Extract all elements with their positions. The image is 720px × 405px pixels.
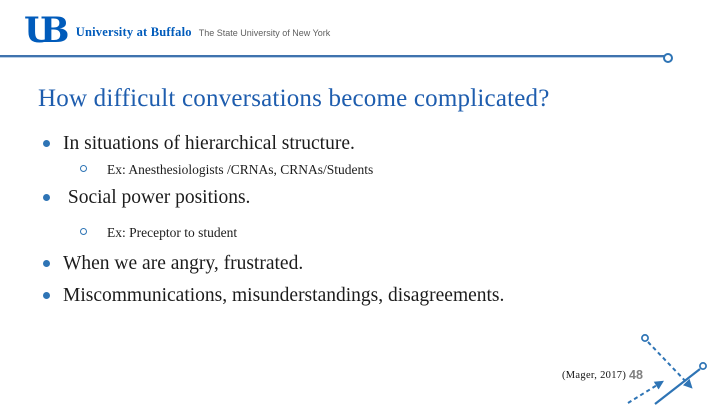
- ub-logo-icon: UB: [24, 10, 55, 51]
- bullet-item: [38, 252, 678, 276]
- sub-bullet-item: [80, 224, 678, 241]
- slide-header: [24, 12, 330, 50]
- bullet-dot-icon: [43, 292, 50, 299]
- bullet-list: [38, 132, 678, 308]
- page-number: 48: [629, 368, 643, 382]
- university-tagline: The State University of New York: [198, 27, 331, 38]
- slide-title: How difficult conversations become complicated?: [38, 85, 550, 112]
- crossed-arrows-decoration-icon: [615, 325, 720, 405]
- line-end-circle-icon: [663, 53, 673, 63]
- bullet-item: [38, 284, 678, 308]
- bullet-dot-icon: [43, 260, 50, 267]
- sub-bullet-item: [80, 161, 678, 178]
- sub-bullet-text: Ex: Anesthesiologists /CRNAs, CRNAs/Students: [107, 162, 374, 177]
- bullet-item: [38, 186, 678, 210]
- sub-bullet-text: Ex: Preceptor to student: [107, 225, 238, 240]
- bullet-circle-icon: [80, 165, 87, 172]
- bullet-dot-icon: [43, 140, 50, 147]
- university-name: University at Buffalo: [75, 24, 192, 39]
- header-divider-line: [0, 55, 664, 58]
- citation-text: (Mager, 2017): [562, 370, 627, 381]
- bullet-text: Miscommunications, misunderstandings, disagreements.: [63, 285, 505, 306]
- bullet-item: [38, 132, 678, 156]
- bullet-dot-icon: [43, 194, 50, 201]
- bullet-text: In situations of hierarchical structure.: [63, 133, 355, 154]
- bullet-text: Social power positions.: [63, 187, 251, 208]
- bullet-circle-icon: [80, 228, 87, 235]
- bullet-text: When we are angry, frustrated.: [63, 253, 304, 274]
